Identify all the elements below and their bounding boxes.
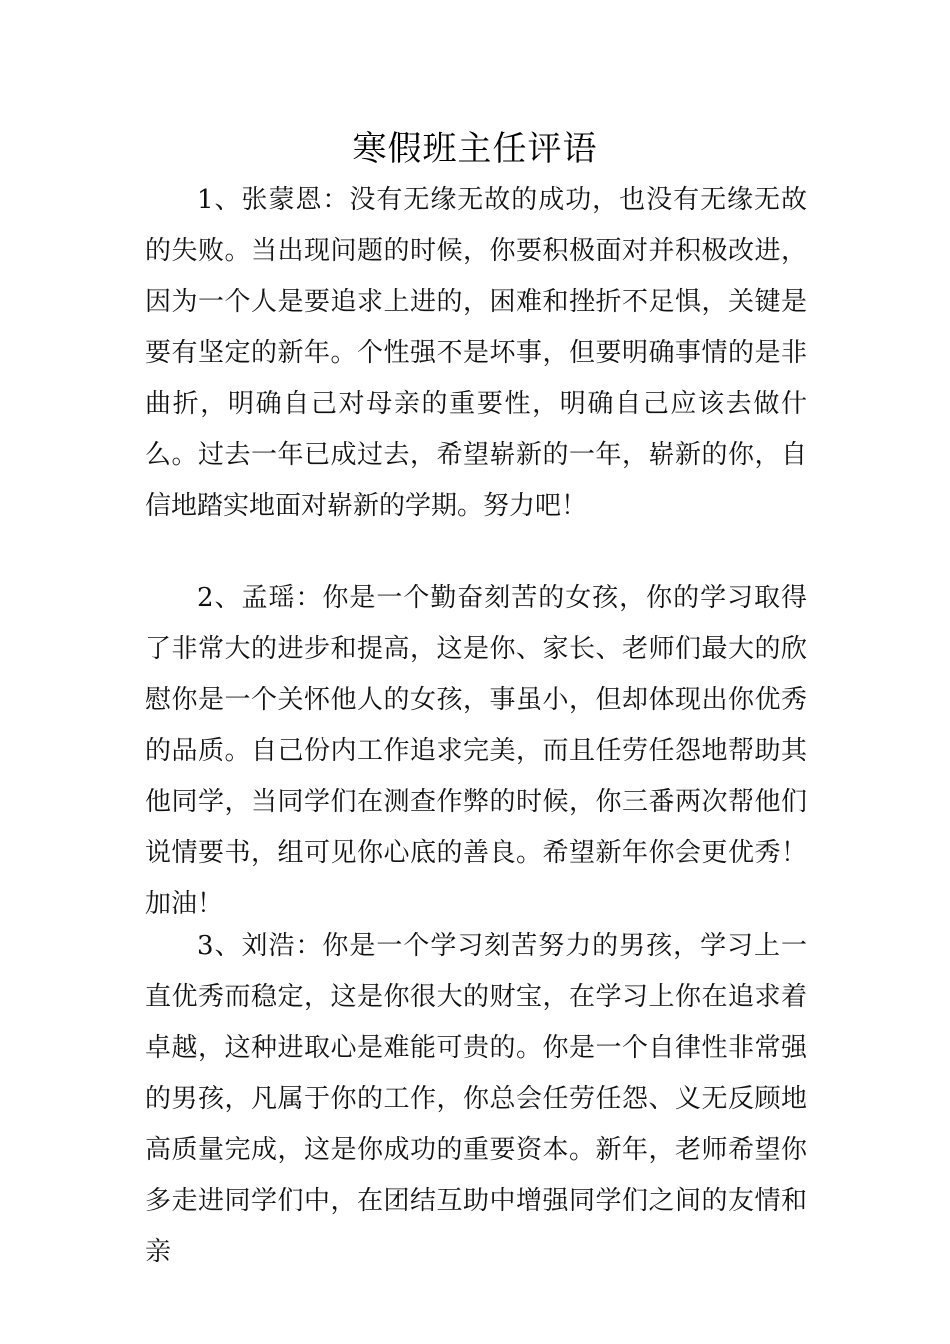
comment-paragraph-3: 3、刘浩：你是一个学习刻苦努力的男孩，学习上一直优秀而稳定，这是你很大的财宝，在学习上你在追求着卓越，这种进取心是难能可贵的。你是一个自律性非常强的男孩，凡属于你的工作，你总会任劳任怨、义无反顾地高质量完成，这是你成功的重要资本。新年，老师希望你多走进同学们中，在团结互助中增强同学们之间的友情和亲 bbox=[145, 931, 807, 1267]
document-title: 寒假班主任评语 bbox=[352, 129, 598, 169]
comment-paragraph-1: 1、张蒙恩：没有无缘无故的成功，也没有无缘无故的失败。当出现问题的时候，你要积极面对并积极改进，因为一个人是要追求上进的，困难和挫折不足惧，关键是要有坚定的新年。个性强不是坏事，但要明确事情的是非曲折，明确自己对母亲的重要性，明确自己应该去做什么。过去一年已成过去，希望崭新的一年，崭新的你，自信地踏实地面对崭新的学期。努力吧！ bbox=[145, 185, 807, 521]
comment-paragraph-2: 2、孟瑶：你是一个勤奋刻苦的女孩，你的学习取得了非常大的进步和提高，这是你、家长、老师们最大的欣慰你是一个关怀他人的女孩，事虽小，但却体现出你优秀的品质。自己份内工作追求完美，而且任劳任怨地帮助其他同学，当同学们在测查作弊的时候，你三番两次帮他们说情要书，组可见你心底的善良。希望新年你会更优秀！加油！ bbox=[145, 583, 807, 919]
